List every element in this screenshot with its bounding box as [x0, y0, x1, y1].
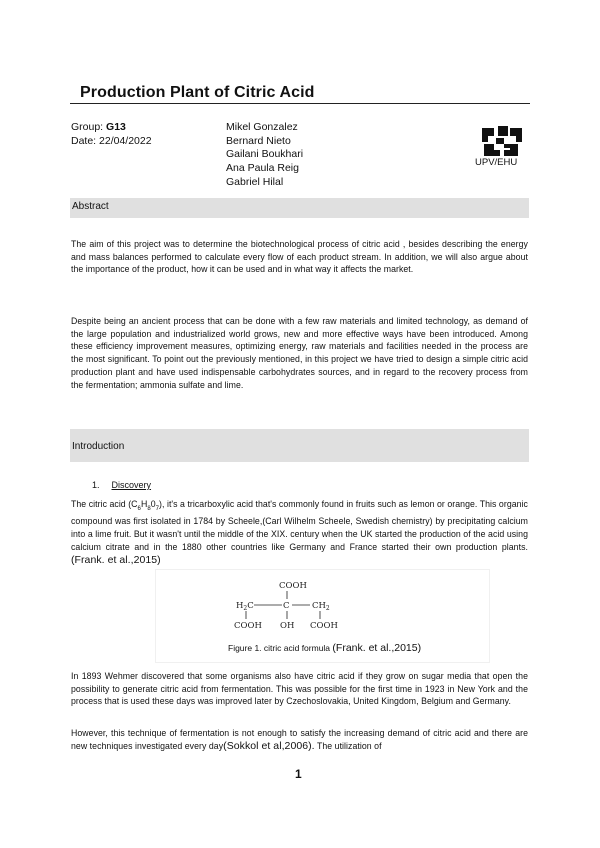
date-line: Date: 22/04/2022: [71, 134, 152, 147]
p3-start: However, this technique of fermentation is not enough to satisfy the increasing demand of citric acid and there are new techniques investigated every day: [71, 728, 528, 751]
p1-rest: ), it's a tricarboxylic acid that's commonly found in fruits such as lemon or orange. This organic compound was first isolated in 1784 by Scheele,(Carl Wilhelm Scheele, Swedish chemistry) by precipitating calcium into a lime fruit. But it wasn't until the middle of the XIX. century when the UK started the production of the acid using calcium citrate and in the 1880 other countries like Germany and France started their own production plants.: [71, 499, 528, 552]
abstract-paragraph-1: The aim of this project was to determine the biotechnological process of citric acid , besides describing the energy and mass balances performed to calculate every flow of each product stream. In addition, we will also argue about the importance of the product, how it can be used and in what way it affects the market.: [71, 239, 528, 275]
subscript: 6: [137, 505, 141, 512]
formula-part: H: [140, 499, 148, 509]
citation: (Frank. et al.,2015): [71, 553, 161, 566]
formula-center-c: C: [283, 601, 290, 611]
formula-oh: OH: [280, 621, 295, 631]
author-name: Ana Paula Reig: [226, 162, 299, 175]
author-name: Gailani Boukhari: [226, 148, 304, 161]
list-label: Discovery: [111, 480, 152, 490]
discovery-subheading: [92, 480, 151, 490]
logo-text: UPV/EHU: [475, 157, 518, 168]
subscript: 8: [147, 505, 151, 512]
list-number: 1.: [92, 480, 100, 490]
citric-acid-formula: [232, 578, 352, 636]
abstract-paragraph-2: Despite being an ancient process that can be done with a few raw materials and limited technology, as demand of the large population and industrialized world grows, new and more effective ways have been introduced. Among these efficiency improvement measures, optimizing energy, raw materials and facilities needed in the process are the most significant. To point out the previously mentioned, in this project we have tried to design a simple citric acid production plant and have used indispensable carbohydrates sources, and in regard to the recovery process from the fermentation; ammonia sulfate and lime.: [71, 316, 528, 390]
author-name: Mikel Gonzalez: [226, 121, 298, 133]
page-title: Production Plant of Citric Acid: [80, 84, 315, 101]
p3-end: The utilization of: [314, 740, 382, 751]
author-list: [226, 121, 303, 190]
introduction-heading: Introduction: [70, 429, 529, 462]
introduction-paragraph-1: [71, 498, 528, 566]
document-meta: [71, 121, 152, 148]
group-line: [71, 121, 152, 135]
p1-start: The citric acid (C: [71, 499, 138, 509]
group-value: G13: [106, 121, 126, 133]
citation: (Sokkol et al,2006).: [223, 739, 315, 752]
group-label: Group:: [71, 121, 104, 133]
page-number: 1: [295, 767, 302, 781]
formula-ch2: $CH_2$: [312, 601, 330, 612]
subscript: 7: [155, 505, 160, 512]
formula-cooh-left: COOH: [234, 621, 262, 631]
formula-cooh-top: COOH: [279, 581, 307, 591]
author-name: Gabriel Hilal: [226, 175, 284, 188]
introduction-paragraph-2: In 1893 Wehmer discovered that some organisms also have citric acid if they grow on sugar media that open the possibility to generate citric acid from fermentation. This was possible for the first time in 1923 in New York and the process that is used these days was improved later by Czechoslovakia, United Kingdom, Belgium and Germany.: [71, 671, 528, 707]
abstract-heading: Abstract: [70, 198, 529, 218]
figure-caption: [228, 642, 421, 654]
introduction-paragraph-3: [71, 727, 528, 752]
author-name: Bernard Nieto: [226, 134, 291, 147]
formula-h2c: $H_2C$: [236, 601, 254, 612]
caption-citation: (Frank. et al.,2015): [332, 642, 422, 654]
title-underline: [70, 103, 530, 104]
formula-part: 0: [150, 499, 156, 509]
formula-cooh-right: COOH: [310, 621, 338, 631]
caption-label: Figure 1. citric acid formula: [228, 643, 333, 653]
